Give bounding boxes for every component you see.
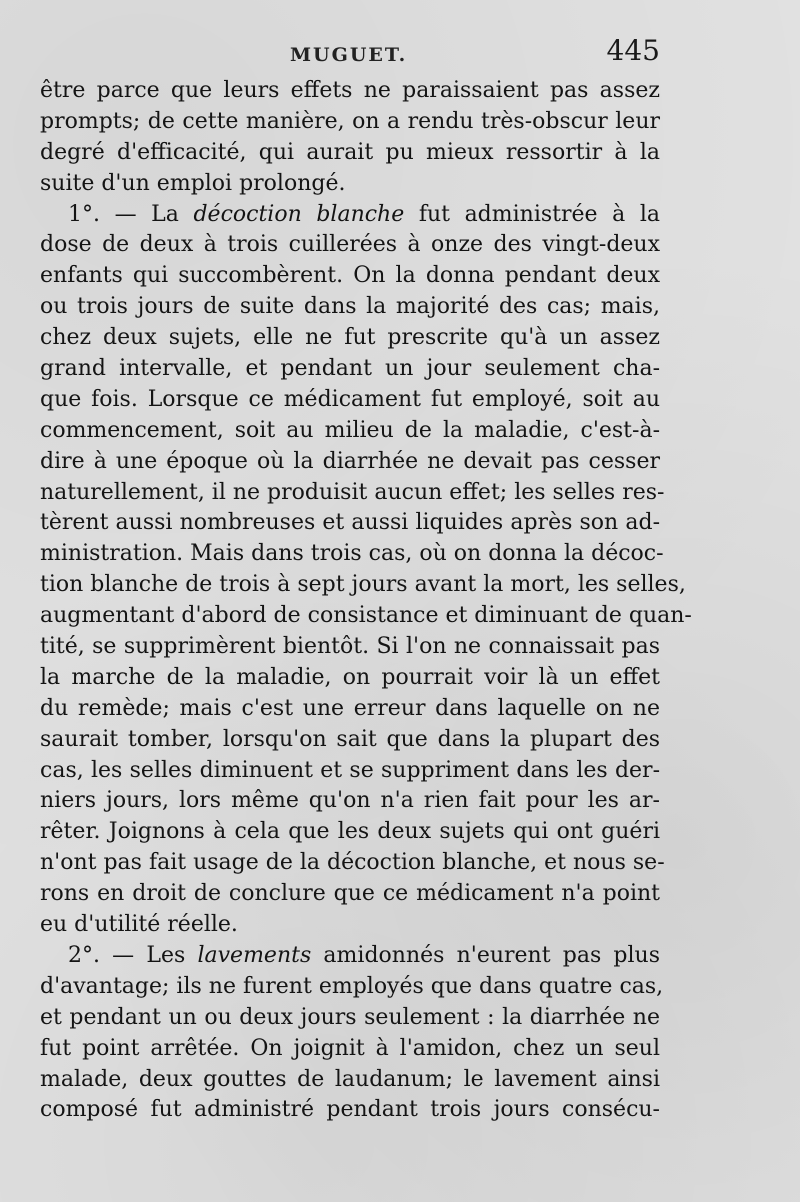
text-line: eu d'utilité réelle. <box>40 912 238 938</box>
text-line: grand intervalle, et pendant un jour seulement cha- <box>40 356 660 382</box>
text-line: chez deux sujets, elle ne fut prescrite qu'à un assez <box>40 325 660 351</box>
text-line: tèrent aussi nombreuses et aussi liquides après son ad- <box>40 510 660 536</box>
line-tail: amidonnés n'eurent pas plus <box>311 942 660 968</box>
line-lead: 1°. — La <box>68 201 194 227</box>
text-line: cas, les selles diminuent et se suppriment dans les der- <box>40 757 660 783</box>
text-line: suite d'un emploi prolongé. <box>40 170 346 196</box>
text-line <box>40 941 660 972</box>
line-tail: fut administrée à la <box>404 201 660 227</box>
text-line: niers jours, lors même qu'on n'a rien fait pour les ar- <box>40 788 660 814</box>
italic-term-decoction: décoction blanche <box>193 201 405 227</box>
text-line: commencement, soit au milieu de la maladie, c'est-à- <box>40 417 660 443</box>
text-line: n'ont pas fait usage de la décoction blanche, et nous se- <box>40 850 665 876</box>
text-line: saurait tomber, lorsqu'on sait que dans la plupart des <box>40 726 660 752</box>
page-header <box>40 34 660 74</box>
body-text <box>40 76 692 1126</box>
text-line: tité, se supprimèrent bientôt. Si l'on ne connaissait pas <box>40 634 660 660</box>
text-line: tion blanche de trois à sept jours avant la mort, les selles, <box>40 572 686 598</box>
text-line: d'avantage; ils ne furent employés que dans quatre cas, <box>40 973 664 999</box>
text-line: rêter. Joignons à cela que les deux sujets qui ont guéri <box>40 819 660 845</box>
text-line: composé fut administré pendant trois jours consécu- <box>40 1097 660 1123</box>
line-lead: 2°. — Les <box>68 942 198 968</box>
text-line: du remède; mais c'est une erreur dans laquelle on ne <box>40 695 660 721</box>
running-title: MUGUET. <box>290 44 408 66</box>
text-line: dose de deux à trois cuillerées à onze des vingt-deux <box>40 232 660 258</box>
text-line <box>40 200 660 231</box>
text-line: que fois. Lorsque ce médicament fut employé, soit au <box>40 386 660 412</box>
text-line: malade, deux gouttes de laudanum; le lavement ainsi <box>40 1066 660 1092</box>
text-line: prompts; de cette manière, on a rendu très-obscur leur <box>40 108 660 134</box>
text-line: la marche de la maladie, on pourrait voir là un effet <box>40 664 660 690</box>
text-line: ministration. Mais dans trois cas, où on donna la décoc- <box>40 541 664 567</box>
text-line: et pendant un ou deux jours seulement : la diarrhée ne <box>40 1004 660 1030</box>
text-line: dire à une époque où la diarrhée ne devait pas cesser <box>40 448 660 474</box>
page-number: 445 <box>606 34 660 67</box>
text-line: rons en droit de conclure que ce médicament n'a point <box>40 881 660 907</box>
text-line: être parce que leurs effets ne paraissaient pas assez <box>40 78 660 103</box>
text-line: augmentant d'abord de consistance et diminuant de quan- <box>40 603 692 629</box>
text-line: degré d'efficacité, qui aurait pu mieux ressortir à la <box>40 139 660 165</box>
text-line: ou trois jours de suite dans la majorité des cas; mais, <box>40 294 660 320</box>
text-line: fut point arrêtée. On joignit à l'amidon, chez un seul <box>40 1035 660 1061</box>
text-line: naturellement, il ne produisit aucun effet; les selles res- <box>40 479 665 505</box>
text-line: enfants qui succombèrent. On la donna pendant deux <box>40 263 660 289</box>
italic-term-lavements: lavements <box>197 942 312 968</box>
